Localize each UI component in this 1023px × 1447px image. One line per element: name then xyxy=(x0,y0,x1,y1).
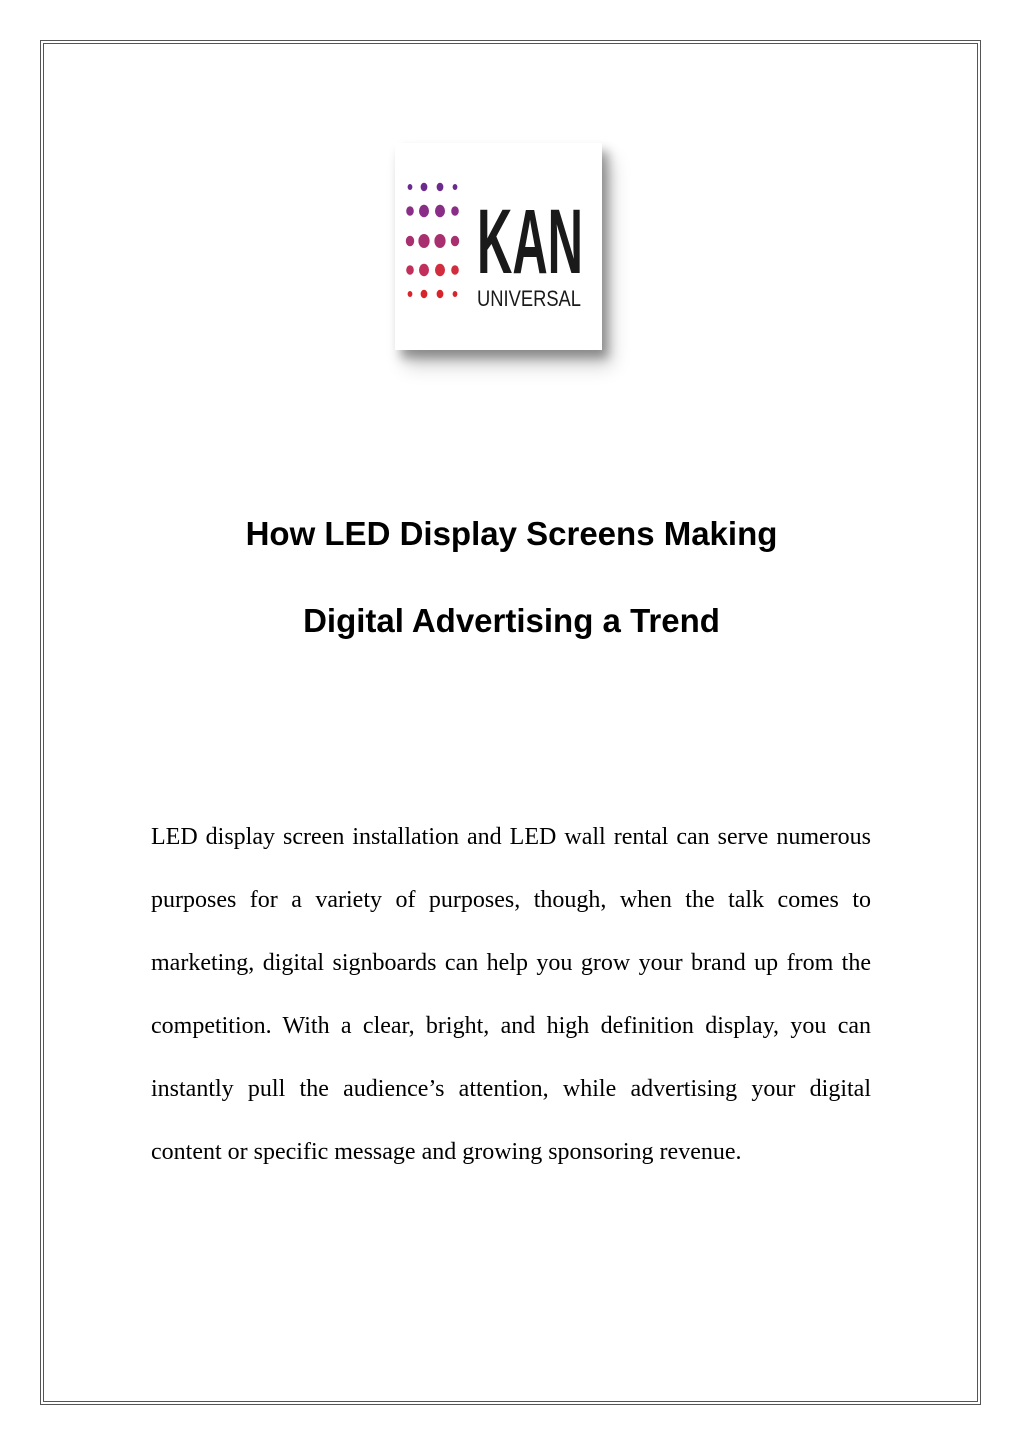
logo-dot xyxy=(453,184,458,190)
logo-dot xyxy=(435,205,445,218)
logo-tagline: UNIVERSAL xyxy=(477,286,581,311)
document-title-line-2: Digital Advertising a Trend xyxy=(303,602,720,639)
logo-dot xyxy=(419,205,429,218)
logo-dot xyxy=(437,290,444,299)
document-title-line-1: How LED Display Screens Making xyxy=(245,515,778,552)
logo-name: KAN xyxy=(477,191,583,293)
logo-graphic xyxy=(395,143,602,350)
kan-universal-logo xyxy=(395,143,602,350)
logo-dot xyxy=(408,184,413,190)
logo-dots xyxy=(406,183,459,299)
logo-dot xyxy=(421,290,428,299)
logo-dot xyxy=(453,291,458,297)
logo-dot xyxy=(406,236,414,247)
logo-dot xyxy=(451,206,459,216)
body-paragraph: LED display screen installation and LED wall rental can serve numerous purposes for a variety of purposes, though, when the talk comes to marketing, digital signboards can help you grow your brand up from the competition. With a clear, bright, and high definition display, you can instantly pull the audience’s attention, while advertising your digital content or specific message and growing sponsoring revenue. xyxy=(151,824,871,1165)
logo-dot xyxy=(437,183,444,192)
logo-dot xyxy=(435,264,445,277)
logo-dot xyxy=(421,183,428,192)
logo-dot xyxy=(419,264,429,277)
logo-dot xyxy=(406,206,414,216)
logo-dot xyxy=(451,236,459,247)
logo-dot xyxy=(418,234,429,248)
logo-dot xyxy=(434,234,445,248)
logo-dot xyxy=(408,291,413,297)
logo-dot xyxy=(406,265,414,275)
logo-dot xyxy=(451,265,459,275)
